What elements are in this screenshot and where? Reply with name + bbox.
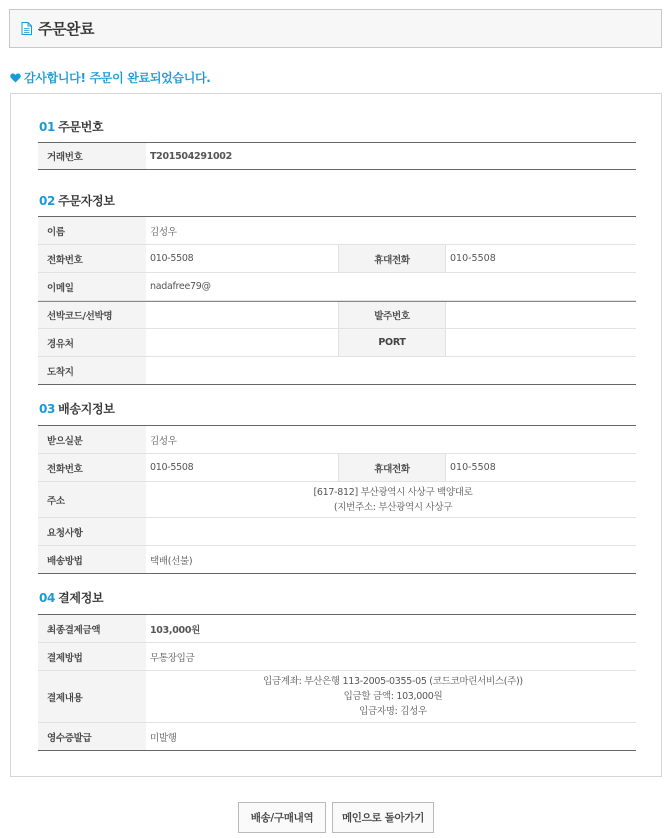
table-row xyxy=(38,671,636,723)
table-row xyxy=(38,245,636,273)
table-row xyxy=(38,357,636,384)
arrival-value xyxy=(146,357,636,384)
section-title-shipping xyxy=(39,400,115,417)
payment-detail xyxy=(146,671,636,722)
recipient-phone: 010-5508 xyxy=(150,462,194,473)
payment-detail-line: 입금계좌: 부산은행 113-2005-0355-05 (코드코마린서비스(주)) xyxy=(263,676,523,687)
row-label: 전화번호 xyxy=(38,245,146,272)
order-summary-panel xyxy=(10,93,662,777)
table-row xyxy=(38,301,636,329)
section-label: 배송지정보 xyxy=(58,402,115,416)
address-line: (지번주소: 부산광역시 사상구 xyxy=(333,501,453,513)
section-title-orderer xyxy=(39,192,115,209)
table-row xyxy=(38,426,636,454)
thanks-message xyxy=(10,69,211,86)
table-row xyxy=(38,546,636,573)
row-label: 전화번호 xyxy=(38,454,146,481)
payment-detail-line: 입금자명: 김성우 xyxy=(359,706,427,717)
table-row xyxy=(38,143,636,169)
section-number: 04 xyxy=(39,591,56,605)
recipient-name: 김성우 xyxy=(150,435,177,447)
section-label: 결제정보 xyxy=(58,591,104,605)
row-label: 거래번호 xyxy=(38,143,146,169)
row-label: 결제방법 xyxy=(38,643,146,670)
back-to-main-button[interactable]: 메인으로 돌아가기 xyxy=(332,802,434,833)
table-row xyxy=(38,518,636,546)
payment-info-table xyxy=(38,614,636,751)
order-number-table xyxy=(38,142,636,170)
recipient-mobile: 010-5508 xyxy=(445,454,636,481)
payment-detail-line: 입금할 금액: 103,000원 xyxy=(343,691,443,702)
page-header xyxy=(9,9,662,48)
table-row xyxy=(38,643,636,671)
table-row xyxy=(38,273,636,301)
ship-code-value xyxy=(146,302,338,328)
shipping-info-table xyxy=(38,425,636,574)
orderer-info-table xyxy=(38,216,636,385)
shipping-address xyxy=(146,482,636,517)
row-label: 최종결제금액 xyxy=(38,615,146,642)
row-label: 주소 xyxy=(38,482,146,517)
row-label: 배송방법 xyxy=(38,546,146,573)
orderer-phone: 010-5508 xyxy=(150,253,194,264)
section-number: 03 xyxy=(39,402,56,416)
row-label: 발주번호 xyxy=(338,302,445,328)
section-title-order-no xyxy=(39,118,103,135)
row-label: 경유처 xyxy=(38,329,146,356)
shipping-method: 택배(선불) xyxy=(150,555,193,567)
address-line: [617-812] 부산광역시 사상구 백양대로 xyxy=(313,486,473,498)
row-label: 휴대전화 xyxy=(338,454,445,481)
po-number-value xyxy=(445,302,636,328)
document-icon xyxy=(21,22,32,35)
order-history-button[interactable]: 배송/구매내역 xyxy=(238,802,326,833)
transaction-number: T201504291002 xyxy=(150,150,232,162)
page-title: 주문완료 xyxy=(38,20,94,38)
orderer-name: 김성우 xyxy=(150,226,177,238)
section-number: 02 xyxy=(39,194,56,208)
row-label: 결제내용 xyxy=(38,671,146,722)
orderer-mobile: 010-5508 xyxy=(445,245,636,272)
row-label: 도착지 xyxy=(38,357,146,384)
table-row xyxy=(38,482,636,518)
section-title-payment xyxy=(39,589,103,606)
section-number: 01 xyxy=(39,120,56,134)
table-row xyxy=(38,454,636,482)
thanks-text: 감사합니다! 주문이 완료되었습니다. xyxy=(24,71,211,85)
table-row xyxy=(38,329,636,357)
row-label: 이메일 xyxy=(38,273,146,300)
row-label: 이름 xyxy=(38,217,146,244)
section-label: 주문자정보 xyxy=(58,194,115,208)
row-label: PORT xyxy=(338,329,445,356)
table-row xyxy=(38,217,636,245)
orderer-email: nadafree79@ xyxy=(150,281,211,292)
row-label: 받으실분 xyxy=(38,426,146,453)
receipt-status: 미발행 xyxy=(150,732,177,744)
table-row xyxy=(38,615,636,643)
heart-icon xyxy=(10,73,21,83)
row-label: 영수증발급 xyxy=(38,723,146,750)
row-label: 선박코드/선박명 xyxy=(38,302,146,328)
table-row xyxy=(38,723,636,750)
port-value xyxy=(445,329,636,356)
section-label: 주문번호 xyxy=(58,120,104,134)
via-value xyxy=(146,329,338,356)
total-amount: 103,000원 xyxy=(150,624,201,636)
row-label: 휴대전화 xyxy=(338,245,445,272)
shipping-request xyxy=(146,518,636,545)
row-label: 요청사항 xyxy=(38,518,146,545)
payment-method: 무통장입금 xyxy=(150,652,195,664)
